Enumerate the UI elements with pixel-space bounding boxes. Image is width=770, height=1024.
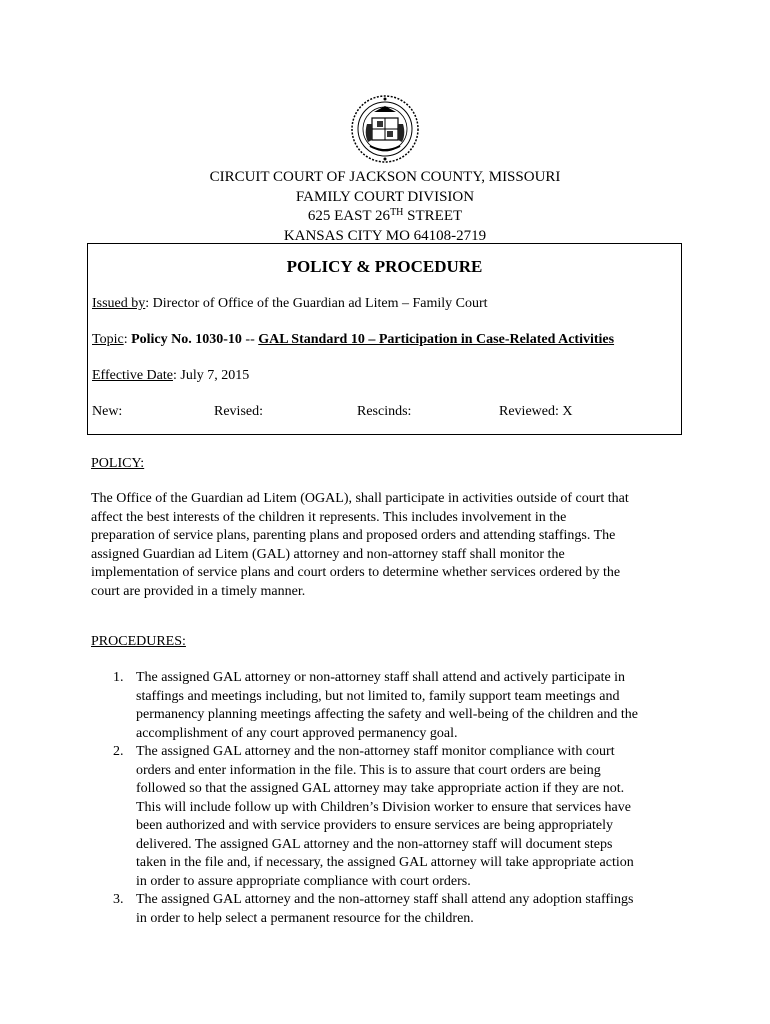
topic-field: Topic: Policy No. 1030-10 -- GAL Standard 10 – Participation in Case-Related Activities: [92, 332, 615, 347]
issued-by-label: Issued by: [92, 296, 146, 311]
court-header: [0, 168, 770, 246]
new-label: New:: [92, 404, 123, 419]
policy-paragraph: [91, 490, 676, 601]
revised-label: Revised:: [214, 404, 263, 419]
policy-box: [87, 243, 682, 435]
court-name: CIRCUIT COURT OF JACKSON COUNTY, MISSOURI: [209, 169, 561, 185]
court-division: FAMILY COURT DIVISION: [295, 188, 475, 205]
topic-label: Topic: [92, 332, 124, 347]
effective-date-value: : July 7, 2015: [172, 368, 250, 383]
policy-line: implementation of service plans and court orders to determine whether services ordered by the: [91, 565, 621, 580]
court-city: KANSAS CITY MO 64108-2719: [283, 227, 487, 244]
item-number: 1.: [113, 670, 124, 685]
box-title: POLICY & PROCEDURE: [286, 257, 483, 276]
item-number: 2.: [113, 744, 124, 759]
policy-line: court are provided in a timely manner.: [91, 583, 306, 599]
procedures-list: [91, 669, 691, 928]
effective-date-label: Effective Date: [92, 368, 173, 383]
issued-by-field: [92, 296, 488, 312]
list-item: 2. The assigned GAL attorney and the non-attorney staff monitor compliance with court orders and enter information in the file. This is to assure that court orders are being followed so that the assigned GAL attorney may take appropriate action if they are not. This will include follow up with Children’s Division worker to ensure that services have been authorized and with service providers to ensure services are being appropriately delivered. The assigned GAL attorney and the non-attorney staff will document steps taken in the file and, if necessary, the assigned GAL attorney will take appropriate action in order to assure appropriate compliance with court orders.: [113, 744, 634, 889]
list-item: 1. The assigned GAL attorney or non-attorney staff shall attend and actively participate in staffings and meetings including, but not limited to, family support team meetings and permanency planning meetings affecting the safety and well-being of the children and the accomplishment of any court approved permanency goal.: [113, 670, 639, 741]
topic-title: GAL Standard 10 – Participation in Case-Related Activities: [258, 332, 615, 347]
reviewed-label: Reviewed: X: [499, 404, 573, 419]
rescinds-label: Rescinds:: [357, 404, 412, 419]
item-number: 3.: [113, 892, 124, 907]
policy-line: assigned Guardian ad Litem (GAL) attorney and non-attorney staff shall monitor the: [91, 546, 565, 562]
effective-date-field: [92, 368, 249, 384]
county-seal-icon: [350, 94, 420, 164]
issued-by-value: : Director of Office of the Guardian ad Litem – Family Court: [145, 296, 488, 311]
procedures-heading: PROCEDURES:: [91, 634, 186, 649]
court-street: 625 EAST 26TH STREET: [307, 207, 463, 225]
policy-line: affect the best interests of the children it represents. This includes involvement in the: [91, 509, 567, 525]
policy-line: preparation of service plans, parenting plans and proposed orders and attending staffings. The: [91, 528, 616, 543]
policy-heading: POLICY:: [91, 456, 145, 471]
topic-policy-number: Policy No. 1030-10: [131, 332, 242, 347]
policy-line: The Office of the Guardian ad Litem (OGAL), shall participate in activities outside of court that: [91, 491, 629, 506]
list-item: 3. The assigned GAL attorney and the non-attorney staff shall attend any adoption staffings in order to help select a permanent resource for the children.: [113, 892, 634, 926]
